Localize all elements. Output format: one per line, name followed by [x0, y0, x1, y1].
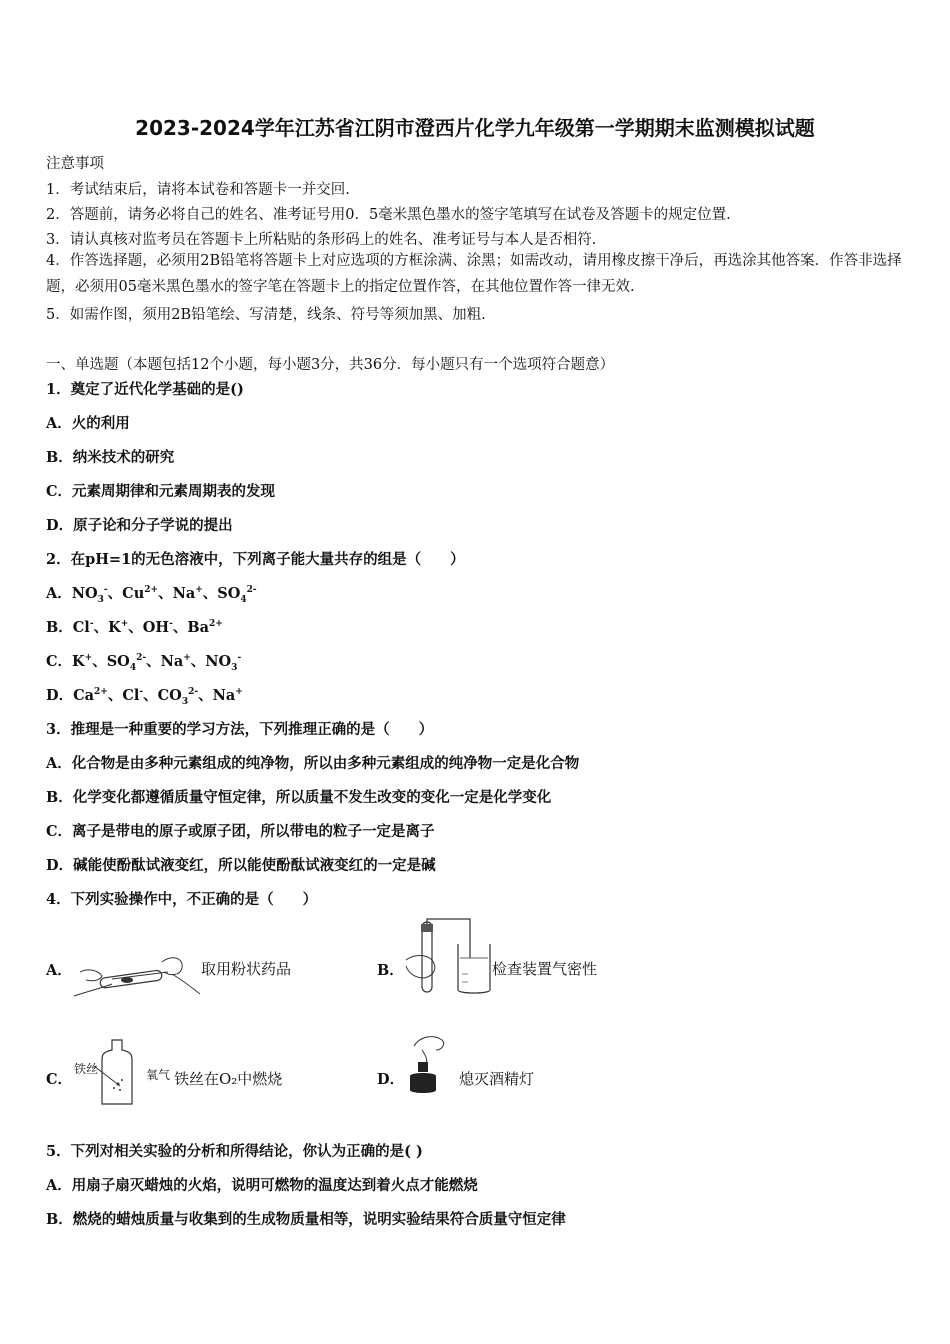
q3-option-c: C．离子是带电的原子或原子团，所以带电的粒子一定是离子 — [46, 823, 435, 840]
q2-option-c: C．K+、$SO_4^{2-}$、Na+、$NO_3^-$ — [46, 653, 242, 673]
q4-option-a-label: A． — [46, 962, 72, 979]
q4-option-c-caption: 铁丝在O₂中燃烧 — [174, 1070, 283, 1088]
q5-option-a: A．用扇子扇灭蜡烛的火焰，说明可燃物的温度达到着火点才能燃烧 — [46, 1177, 478, 1194]
notice-item: 2．答题前，请务必将自己的姓名、准考证号用0．5毫米黑色墨水的签字笔填写在试卷及答题卡的规定位置. — [46, 207, 731, 223]
q4-option-a-caption: 取用粉状药品 — [201, 960, 292, 978]
page-title: 2023-2024学年江苏省江阴市澄西片化学九年级第一学期期末监测模拟试题 — [135, 116, 815, 140]
q4-option-b-label: B． — [377, 962, 404, 979]
alcohol-lamp-illustration — [400, 1032, 450, 1096]
question-2-stem: 2．在pH=1的无色溶液中，下列离子能大量共存的组是（ ） — [46, 551, 465, 568]
section-heading: 一、单选题（本题包括12个小题，每小题3分，共36分．每小题只有一个选项符合题意） — [46, 357, 615, 373]
question-3-stem: 3．推理是一种重要的学习方法，下列推理正确的是（ ） — [46, 721, 434, 738]
question-4-stem: 4．下列实验操作中，不正确的是（ ） — [46, 891, 318, 908]
fig-label-oxygen: 氧气 — [146, 1068, 171, 1082]
q1-option-c: C．元素周期律和元素周期表的发现 — [46, 483, 276, 500]
q4-option-b-caption: 检查装置气密性 — [492, 960, 598, 978]
question-1-stem: 1．奠定了近代化学基础的是() — [46, 381, 244, 398]
airtightness-check-illustration — [402, 918, 492, 996]
powder-sampling-illustration — [72, 950, 202, 1000]
q4-option-d-caption: 熄灭酒精灯 — [459, 1070, 535, 1088]
q1-option-b: B．纳米技术的研究 — [46, 449, 175, 466]
q1-option-d: D．原子论和分子学说的提出 — [46, 517, 233, 534]
notice-item: 4．作答选择题，必须用2B铅笔将答题卡上对应选项的方框涂满、涂黑；如需改动，请用橡皮擦干净后，再选涂其他答案．作答非选择题，必须用05毫米黑色墨水的签字笔在答题卡上的指定位置作答，在其他位置作答一律无效. — [46, 253, 902, 295]
question-5-stem: 5．下列对相关实验的分析和所得结论，你认为正确的是( ) — [46, 1143, 423, 1160]
notice-item: 3．请认真核对监考员在答题卡上所粘贴的条形码上的姓名、准考证号与本人是否相符. — [46, 232, 597, 248]
q4-option-d-label: D． — [377, 1071, 405, 1088]
q3-option-a: A．化合物是由多种元素组成的纯净物，所以由多种元素组成的纯净物一定是化合物 — [46, 755, 580, 772]
q3-option-b: B．化学变化都遵循质量守恒定律，所以质量不发生改变的变化一定是化学变化 — [46, 789, 552, 806]
notice-heading: 注意事项 — [46, 156, 104, 172]
q2-option-b: B．Cl-、K+、OH-、$Ba^{2+}$ — [46, 619, 223, 636]
fig-label-iron-wire: 铁丝 — [74, 1062, 99, 1076]
notice-item: 1．考试结束后，请将本试卷和答题卡一并交回. — [46, 182, 350, 198]
q2-option-d: D．$Ca^{2+}$、Cl-、$CO_3^{2-}$、Na+ — [46, 687, 243, 707]
q4-option-c-label: C． — [46, 1071, 73, 1088]
notice-item: 5．如需作图，须用2B铅笔绘、写清楚，线条、符号等须加黑、加粗. — [46, 307, 486, 323]
q2-option-a: A．$NO_3^-$、$Cu^{2+}$、Na+、$SO_4^{2-}$ — [46, 585, 257, 605]
q3-option-d: D．碱能使酚酞试液变红，所以能使酚酞试液变红的一定是碱 — [46, 857, 436, 874]
q1-option-a: A．火的利用 — [46, 415, 130, 432]
q5-option-b: B．燃烧的蜡烛质量与收集到的生成物质量相等，说明实验结果符合质量守恒定律 — [46, 1211, 566, 1228]
